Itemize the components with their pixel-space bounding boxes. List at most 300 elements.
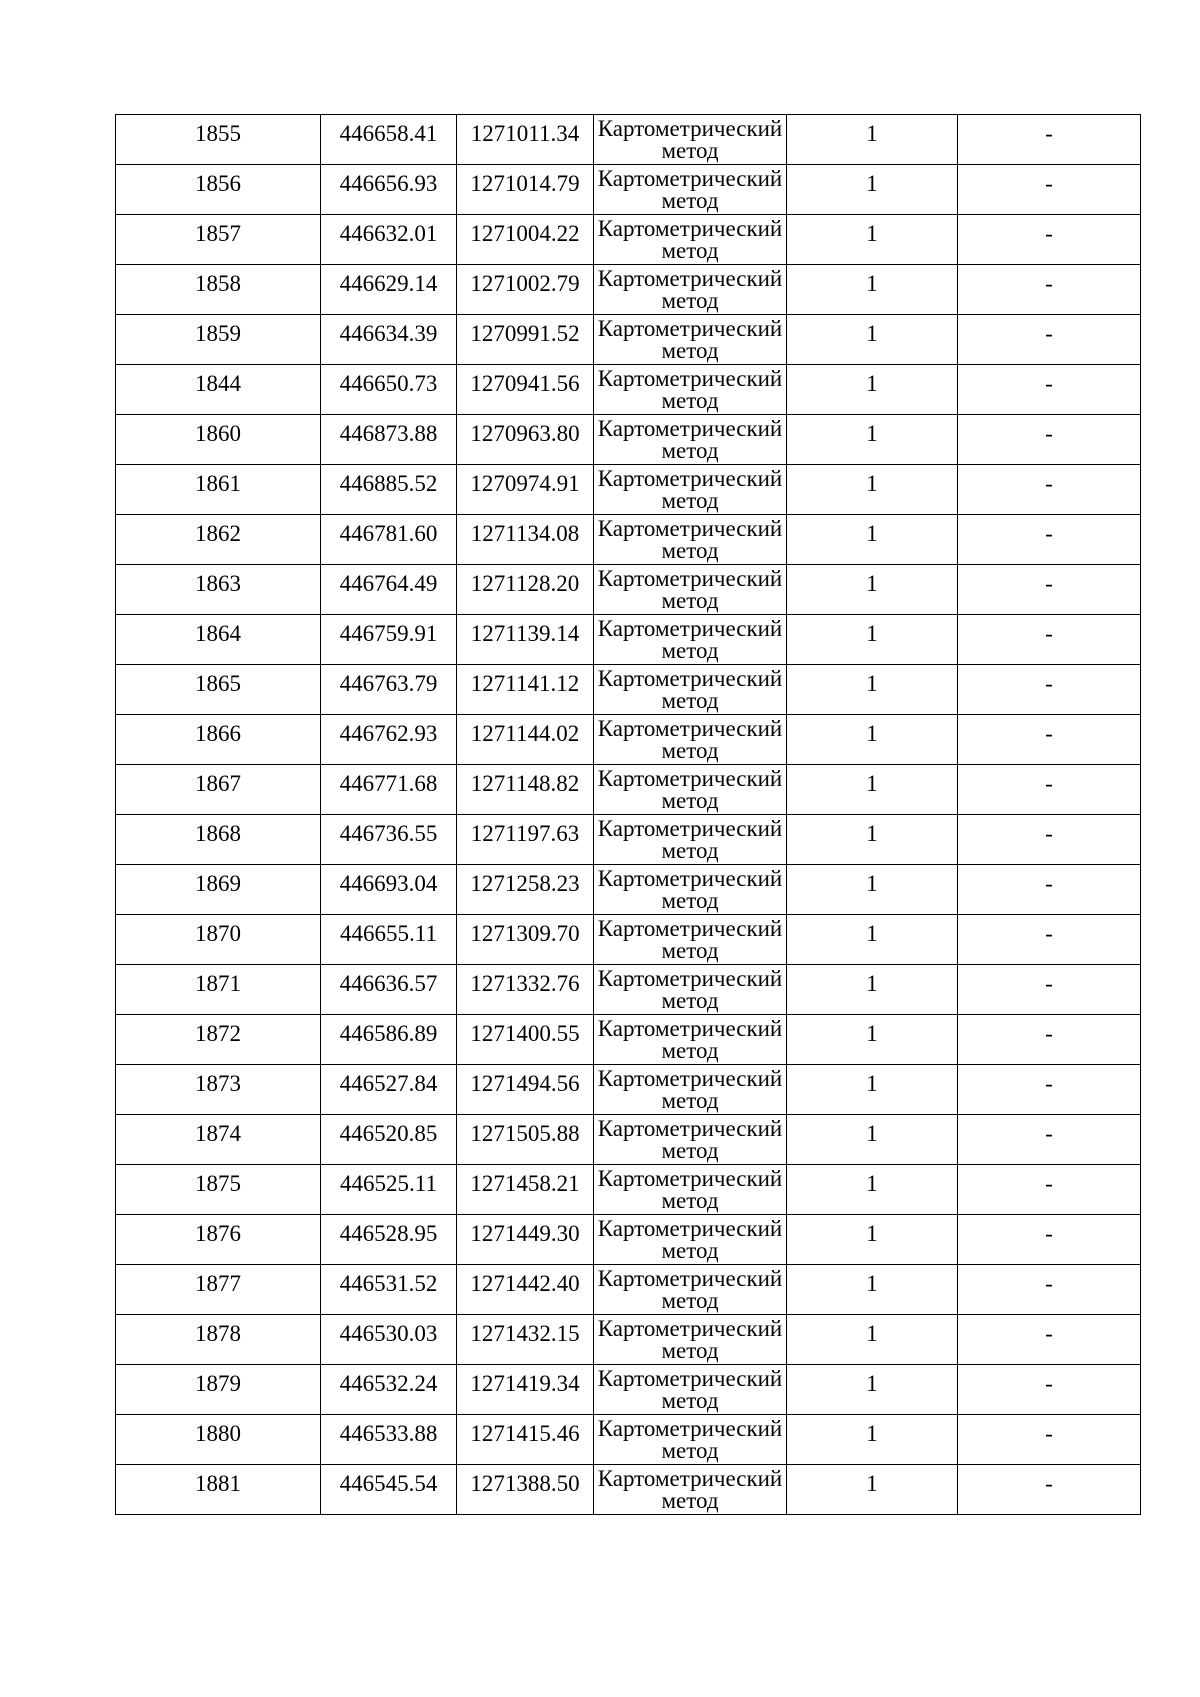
x-coordinate: 446629.14 (339, 271, 438, 296)
note-cell (958, 1015, 1141, 1065)
method-text-line1: Картометрический (597, 1016, 783, 1041)
point-number-cell (116, 765, 321, 815)
x-coordinate: 446764.49 (339, 571, 438, 596)
point-number: 1876 (195, 1221, 241, 1246)
table-row (116, 665, 1141, 715)
note-value: - (1045, 1021, 1053, 1046)
method-cell (594, 1015, 787, 1065)
x-coordinate-cell (321, 1115, 457, 1165)
method-text-line1: Картометрический (597, 816, 783, 841)
method-text-line1: Картометрический (597, 616, 783, 641)
note-cell (958, 965, 1141, 1015)
accuracy-cell (787, 315, 958, 365)
point-number: 1856 (195, 171, 241, 196)
x-coordinate-cell (321, 515, 457, 565)
y-coordinate: 1271388.50 (470, 1471, 580, 1496)
note-value: - (1045, 1221, 1053, 1246)
table-row (116, 965, 1141, 1015)
accuracy-value: 1 (866, 1421, 878, 1446)
point-number: 1879 (195, 1371, 241, 1396)
method-cell (594, 865, 787, 915)
method-text-line1: Картометрический (597, 516, 783, 541)
point-number-cell (116, 315, 321, 365)
y-coordinate-cell (457, 1165, 594, 1215)
method-text-line1: Картометрический (597, 1216, 783, 1241)
method-cell (594, 1115, 787, 1165)
method-cell (594, 1315, 787, 1365)
table-row (116, 1365, 1141, 1415)
table-row (116, 215, 1141, 265)
note-value: - (1045, 921, 1053, 946)
table-row (116, 1465, 1141, 1515)
method-text-line2: метод (661, 1338, 719, 1363)
accuracy-cell (787, 1415, 958, 1465)
accuracy-value: 1 (866, 1471, 878, 1496)
method-text-line2: метод (661, 338, 719, 363)
method-text-line2: метод (661, 738, 719, 763)
point-number-cell (116, 915, 321, 965)
x-coordinate-cell (321, 365, 457, 415)
point-number-cell (116, 815, 321, 865)
method-text-line2: метод (661, 438, 719, 463)
accuracy-value: 1 (866, 1171, 878, 1196)
point-number-cell (116, 615, 321, 665)
note-value: - (1045, 271, 1053, 296)
note-value: - (1045, 771, 1053, 796)
note-cell (958, 565, 1141, 615)
accuracy-value: 1 (866, 121, 878, 146)
method-text-line2: метод (661, 488, 719, 513)
method-cell (594, 265, 787, 315)
y-coordinate: 1270963.80 (470, 421, 580, 446)
x-coordinate: 446530.03 (339, 1321, 438, 1346)
note-value: - (1045, 821, 1053, 846)
accuracy-cell (787, 665, 958, 715)
method-text-line1: Картометрический (597, 1416, 783, 1441)
method-text-line2: метод (661, 388, 719, 413)
table-row (116, 515, 1141, 565)
accuracy-cell (787, 1215, 958, 1265)
y-coordinate-cell (457, 1365, 594, 1415)
x-coordinate-cell (321, 765, 457, 815)
method-text-line1: Картометрический (597, 716, 783, 741)
note-cell (958, 1065, 1141, 1115)
note-cell (958, 315, 1141, 365)
point-number: 1870 (195, 921, 241, 946)
x-coordinate: 446528.95 (339, 1221, 438, 1246)
y-coordinate: 1271128.20 (470, 571, 580, 596)
accuracy-value: 1 (866, 271, 878, 296)
y-coordinate: 1271505.88 (470, 1121, 580, 1146)
accuracy-cell (787, 565, 958, 615)
method-text-line2: метод (661, 1238, 719, 1263)
note-cell (958, 465, 1141, 515)
method-text-line1: Картометрический (597, 416, 783, 441)
x-coordinate-cell (321, 1065, 457, 1115)
method-text-line1: Картометрический (597, 1066, 783, 1091)
method-text-line1: Картометрический (597, 966, 783, 991)
point-number: 1881 (195, 1471, 241, 1496)
method-text-line1: Картометрический (597, 916, 783, 941)
note-value: - (1045, 421, 1053, 446)
point-number: 1866 (195, 721, 241, 746)
point-number-cell (116, 265, 321, 315)
method-cell (594, 665, 787, 715)
point-number: 1868 (195, 821, 241, 846)
note-cell (958, 1365, 1141, 1415)
note-value: - (1045, 1471, 1053, 1496)
point-number-cell (116, 1115, 321, 1165)
table-row (116, 1315, 1141, 1365)
y-coordinate: 1271415.46 (470, 1421, 580, 1446)
x-coordinate: 446532.24 (339, 1371, 438, 1396)
accuracy-value: 1 (866, 471, 878, 496)
accuracy-cell (787, 515, 958, 565)
note-cell (958, 1115, 1141, 1165)
y-coordinate: 1271432.15 (470, 1321, 580, 1346)
accuracy-cell (787, 1315, 958, 1365)
accuracy-cell (787, 1115, 958, 1165)
x-coordinate-cell (321, 615, 457, 665)
accuracy-value: 1 (866, 1121, 878, 1146)
table-row (116, 415, 1141, 465)
point-number: 1878 (195, 1321, 241, 1346)
note-cell (958, 665, 1141, 715)
y-coordinate-cell (457, 665, 594, 715)
method-text-line2: метод (661, 138, 719, 163)
y-coordinate: 1271258.23 (470, 871, 580, 896)
method-text-line1: Картометрический (597, 316, 783, 341)
method-cell (594, 365, 787, 415)
y-coordinate-cell (457, 1315, 594, 1365)
note-value: - (1045, 121, 1053, 146)
method-text-line2: метод (661, 588, 719, 613)
y-coordinate: 1270941.56 (470, 371, 580, 396)
x-coordinate-cell (321, 665, 457, 715)
method-text-line1: Картометрический (597, 266, 783, 291)
accuracy-value: 1 (866, 221, 878, 246)
x-coordinate: 446545.54 (339, 1471, 438, 1496)
note-value: - (1045, 1321, 1053, 1346)
note-cell (958, 1265, 1141, 1315)
accuracy-cell (787, 915, 958, 965)
x-coordinate: 446586.89 (339, 1021, 438, 1046)
y-coordinate-cell (457, 415, 594, 465)
y-coordinate: 1271400.55 (470, 1021, 580, 1046)
table-row (116, 1265, 1141, 1315)
method-cell (594, 965, 787, 1015)
accuracy-value: 1 (866, 1371, 878, 1396)
table-row (116, 1215, 1141, 1265)
accuracy-value: 1 (866, 671, 878, 696)
x-coordinate: 446634.39 (339, 321, 438, 346)
y-coordinate: 1271332.76 (470, 971, 580, 996)
table-row (116, 115, 1141, 165)
method-text-line1: Картометрический (597, 216, 783, 241)
method-text-line2: метод (661, 688, 719, 713)
accuracy-cell (787, 465, 958, 515)
table-row (116, 365, 1141, 415)
point-number-cell (116, 365, 321, 415)
accuracy-value: 1 (866, 321, 878, 346)
note-value: - (1045, 1421, 1053, 1446)
method-text-line2: метод (661, 538, 719, 563)
note-cell (958, 265, 1141, 315)
table-row (116, 165, 1141, 215)
x-coordinate-cell (321, 1215, 457, 1265)
y-coordinate-cell (457, 465, 594, 515)
y-coordinate-cell (457, 265, 594, 315)
table-row (116, 715, 1141, 765)
accuracy-cell (787, 1015, 958, 1065)
y-coordinate-cell (457, 1215, 594, 1265)
method-text-line1: Картометрический (597, 1166, 783, 1191)
note-cell (958, 365, 1141, 415)
point-number-cell (116, 465, 321, 515)
y-coordinate-cell (457, 1465, 594, 1515)
note-cell (958, 415, 1141, 465)
x-coordinate-cell (321, 115, 457, 165)
point-number: 1874 (195, 1121, 241, 1146)
point-number-cell (116, 1265, 321, 1315)
accuracy-value: 1 (866, 1071, 878, 1096)
accuracy-cell (787, 415, 958, 465)
note-cell (958, 165, 1141, 215)
y-coordinate-cell (457, 915, 594, 965)
note-cell (958, 115, 1141, 165)
point-number-cell (116, 565, 321, 615)
x-coordinate: 446873.88 (339, 421, 438, 446)
y-coordinate: 1270974.91 (470, 471, 580, 496)
point-number-cell (116, 1165, 321, 1215)
point-number: 1873 (195, 1071, 241, 1096)
x-coordinate-cell (321, 465, 457, 515)
accuracy-value: 1 (866, 871, 878, 896)
x-coordinate-cell (321, 815, 457, 865)
coordinates-table-body (116, 115, 1141, 1515)
note-cell (958, 515, 1141, 565)
note-value: - (1045, 321, 1053, 346)
y-coordinate-cell (457, 715, 594, 765)
x-coordinate-cell (321, 1265, 457, 1315)
y-coordinate: 1271014.79 (470, 171, 580, 196)
point-number-cell (116, 1065, 321, 1115)
y-coordinate: 1271494.56 (470, 1071, 580, 1096)
method-cell (594, 515, 787, 565)
method-text-line1: Картометрический (597, 766, 783, 791)
method-cell (594, 115, 787, 165)
y-coordinate-cell (457, 515, 594, 565)
method-text-line2: метод (661, 938, 719, 963)
y-coordinate: 1270991.52 (470, 321, 580, 346)
y-coordinate: 1271141.12 (470, 671, 580, 696)
y-coordinate-cell (457, 1115, 594, 1165)
method-cell (594, 165, 787, 215)
point-number: 1877 (195, 1271, 241, 1296)
accuracy-value: 1 (866, 1021, 878, 1046)
method-text-line2: метод (661, 188, 719, 213)
x-coordinate: 446759.91 (339, 621, 438, 646)
method-text-line1: Картометрический (597, 1316, 783, 1341)
note-cell (958, 215, 1141, 265)
method-text-line2: метод (661, 238, 719, 263)
note-value: - (1045, 871, 1053, 896)
point-number: 1860 (195, 421, 241, 446)
x-coordinate-cell (321, 165, 457, 215)
method-text-line1: Картометрический (597, 1116, 783, 1141)
point-number: 1869 (195, 871, 241, 896)
y-coordinate-cell (457, 765, 594, 815)
point-number-cell (116, 1415, 321, 1465)
method-text-line2: метод (661, 1088, 719, 1113)
accuracy-cell (787, 1165, 958, 1215)
y-coordinate: 1271148.82 (470, 771, 580, 796)
point-number-cell (116, 415, 321, 465)
x-coordinate-cell (321, 1365, 457, 1415)
accuracy-cell (787, 115, 958, 165)
accuracy-cell (787, 815, 958, 865)
point-number-cell (116, 965, 321, 1015)
x-coordinate-cell (321, 215, 457, 265)
point-number: 1844 (195, 371, 241, 396)
x-coordinate: 446658.41 (339, 121, 438, 146)
point-number-cell (116, 515, 321, 565)
y-coordinate: 1271134.08 (470, 521, 580, 546)
note-value: - (1045, 571, 1053, 596)
x-coordinate-cell (321, 915, 457, 965)
x-coordinate: 446693.04 (339, 871, 438, 896)
table-row (116, 565, 1141, 615)
method-text-line2: метод (661, 838, 719, 863)
accuracy-cell (787, 865, 958, 915)
method-cell (594, 1465, 787, 1515)
accuracy-cell (787, 365, 958, 415)
point-number: 1855 (195, 121, 241, 146)
method-text-line2: метод (661, 988, 719, 1013)
table-row (116, 765, 1141, 815)
y-coordinate-cell (457, 315, 594, 365)
method-cell (594, 565, 787, 615)
accuracy-value: 1 (866, 971, 878, 996)
note-value: - (1045, 721, 1053, 746)
note-cell (958, 615, 1141, 665)
y-coordinate-cell (457, 565, 594, 615)
method-text-line2: метод (661, 638, 719, 663)
accuracy-cell (787, 715, 958, 765)
y-coordinate: 1271197.63 (470, 821, 580, 846)
method-text-line1: Картометрический (597, 666, 783, 691)
table-row (116, 615, 1141, 665)
note-value: - (1045, 1371, 1053, 1396)
point-number-cell (116, 165, 321, 215)
x-coordinate-cell (321, 715, 457, 765)
note-cell (958, 1165, 1141, 1215)
x-coordinate-cell (321, 1315, 457, 1365)
accuracy-value: 1 (866, 371, 878, 396)
x-coordinate: 446632.01 (339, 221, 438, 246)
x-coordinate: 446885.52 (339, 471, 438, 496)
x-coordinate-cell (321, 1015, 457, 1065)
accuracy-value: 1 (866, 821, 878, 846)
x-coordinate-cell (321, 265, 457, 315)
method-cell (594, 715, 787, 765)
method-cell (594, 765, 787, 815)
x-coordinate: 446655.11 (340, 921, 437, 946)
accuracy-cell (787, 215, 958, 265)
method-cell (594, 1265, 787, 1315)
point-number: 1875 (195, 1171, 241, 1196)
y-coordinate-cell (457, 815, 594, 865)
point-number-cell (116, 865, 321, 915)
point-number: 1865 (195, 671, 241, 696)
y-coordinate-cell (457, 1015, 594, 1065)
table-row (116, 315, 1141, 365)
point-number-cell (116, 1365, 321, 1415)
y-coordinate: 1271458.21 (470, 1171, 580, 1196)
note-cell (958, 815, 1141, 865)
x-coordinate-cell (321, 865, 457, 915)
method-text-line2: метод (661, 1438, 719, 1463)
point-number-cell (116, 1215, 321, 1265)
accuracy-value: 1 (866, 921, 878, 946)
method-cell (594, 465, 787, 515)
accuracy-value: 1 (866, 1221, 878, 1246)
x-coordinate-cell (321, 965, 457, 1015)
method-text-line1: Картометрический (597, 366, 783, 391)
x-coordinate-cell (321, 315, 457, 365)
x-coordinate: 446525.11 (340, 1171, 437, 1196)
method-cell (594, 1365, 787, 1415)
y-coordinate-cell (457, 1265, 594, 1315)
accuracy-value: 1 (866, 171, 878, 196)
accuracy-cell (787, 615, 958, 665)
note-value: - (1045, 1071, 1053, 1096)
x-coordinate: 446771.68 (339, 771, 438, 796)
x-coordinate: 446656.93 (339, 171, 438, 196)
note-cell (958, 715, 1141, 765)
y-coordinate: 1271449.30 (470, 1221, 580, 1246)
method-text-line1: Картометрический (597, 166, 783, 191)
accuracy-cell (787, 165, 958, 215)
y-coordinate-cell (457, 365, 594, 415)
note-value: - (1045, 521, 1053, 546)
point-number-cell (116, 1015, 321, 1065)
method-cell (594, 1165, 787, 1215)
note-value: - (1045, 971, 1053, 996)
point-number-cell (116, 665, 321, 715)
note-value: - (1045, 471, 1053, 496)
method-text-line2: метод (661, 1288, 719, 1313)
x-coordinate-cell (321, 1165, 457, 1215)
accuracy-cell (787, 1365, 958, 1415)
accuracy-value: 1 (866, 571, 878, 596)
x-coordinate: 446736.55 (339, 821, 438, 846)
method-text-line1: Картометрический (597, 1366, 783, 1391)
point-number-cell (116, 1315, 321, 1365)
table-row (116, 265, 1141, 315)
point-number: 1861 (195, 471, 241, 496)
note-cell (958, 915, 1141, 965)
method-cell (594, 215, 787, 265)
point-number-cell (116, 1465, 321, 1515)
accuracy-cell (787, 1265, 958, 1315)
y-coordinate-cell (457, 865, 594, 915)
y-coordinate: 1271139.14 (470, 621, 580, 646)
method-text-line1: Картометрический (597, 466, 783, 491)
method-text-line1: Картометрический (597, 1466, 783, 1491)
x-coordinate-cell (321, 565, 457, 615)
y-coordinate-cell (457, 165, 594, 215)
